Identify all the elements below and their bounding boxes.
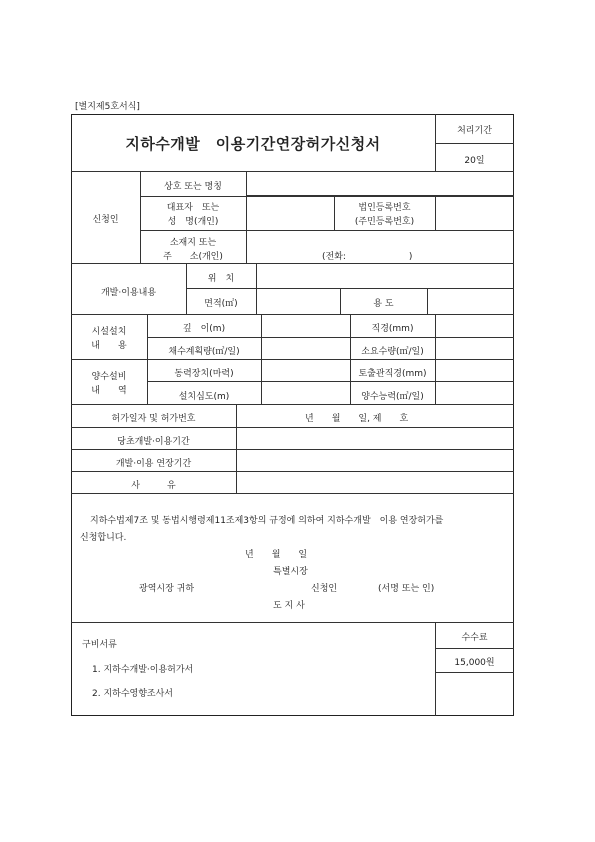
reason-field[interactable]	[237, 472, 513, 492]
address-label-2: 주 소(개인)	[163, 252, 223, 262]
representative-label-2: 성 명(개인)	[167, 217, 219, 227]
pump-capacity-label: 양수능력(㎥/일)	[361, 392, 424, 402]
area-label: 면적(㎡)	[204, 299, 238, 309]
original-period-field[interactable]	[237, 428, 513, 448]
address-label-1: 소재지 또는	[169, 238, 217, 248]
form-number: [별지제5호서식]	[75, 102, 140, 112]
location-field[interactable]	[257, 264, 513, 287]
attachment-item-2-clip	[72, 683, 434, 699]
extension-period-field[interactable]	[237, 450, 513, 470]
facility-section-label-1: 시설설치	[91, 327, 127, 337]
processing-period-value: 20일	[464, 156, 485, 166]
corp-number-label-2: (주민등록번호)	[354, 217, 415, 227]
usage-field[interactable]	[428, 289, 513, 313]
representative-label-1: 대표자 또는	[166, 203, 220, 213]
location-label: 위 치	[207, 274, 235, 284]
intake-plan-field[interactable]	[262, 338, 349, 358]
applicant-section-label: 신청인	[92, 215, 119, 225]
development-section-label: 개발·이용내용	[100, 288, 157, 298]
application-date: 년 월 일	[245, 550, 308, 560]
pump-section-label-2: 내 역	[91, 386, 127, 396]
applicant-signature-label: 신청인	[311, 584, 338, 594]
water-demand-label: 소요수량(㎥/일)	[361, 347, 424, 357]
intake-plan-label: 채수계획량(㎥/일)	[168, 347, 240, 357]
pump-power-label: 동력장치(마력)	[174, 369, 234, 379]
facility-section-label-2: 내 용	[91, 341, 127, 351]
statement-line-2: 신청합니다.	[80, 533, 127, 543]
water-demand-field[interactable]	[436, 338, 513, 358]
statement-line-1: 지하수법제7조 및 동법시행령제11조제3항의 규정에 의하여 지하수개발 이용 연장허가를	[90, 516, 444, 526]
pump-power-field[interactable]	[262, 360, 349, 380]
phone-label: (전화: )	[322, 252, 413, 262]
corp-number-field[interactable]	[436, 197, 513, 229]
form-title: 지하수개발 이용기간연장허가신청서	[125, 135, 381, 153]
recipient-city-3: 도 지 사	[273, 601, 305, 611]
pump-capacity-field[interactable]	[436, 382, 513, 403]
area-field[interactable]	[257, 289, 339, 313]
usage-label: 용 도	[373, 299, 394, 309]
attachments-title: 구비서류	[82, 640, 117, 650]
company-name-label: 상호 또는 명칭	[164, 182, 222, 192]
fee-label: 수수료	[461, 633, 488, 643]
install-depth-label: 설치심도(m)	[178, 392, 230, 402]
original-period-label: 당초개발·이용기간	[117, 437, 190, 447]
discharge-diameter-label: 토출관직경(mm)	[358, 369, 427, 379]
recipient-city-2: 광역시장 귀하	[139, 584, 195, 594]
permit-date-number-value[interactable]: 년 월 일, 제 호	[305, 414, 409, 424]
fee-value: 15,000원	[454, 658, 495, 668]
attachment-item-2: 2. 지하수영향조사서	[92, 689, 174, 699]
company-name-field[interactable]	[247, 172, 513, 195]
processing-period-label: 처리기간	[457, 126, 492, 136]
address-field[interactable]	[247, 231, 513, 262]
pump-section-label-1: 양수설비	[91, 372, 127, 382]
representative-field[interactable]	[247, 197, 333, 229]
install-depth-field[interactable]	[262, 382, 349, 403]
attachment-item-1: 1. 지하수개발·이용허가서	[92, 665, 194, 675]
corp-number-label-1: 법인등록번호	[358, 203, 411, 213]
reason-label: 사 유	[131, 481, 176, 491]
permit-date-number-label: 허가일자 및 허가번호	[111, 414, 196, 424]
extension-period-label: 개발·이용 연장기간	[115, 459, 192, 469]
diameter-field[interactable]	[436, 315, 513, 336]
depth-label: 깊 이(m)	[182, 324, 226, 334]
recipient-city-1: 특별시장	[273, 567, 308, 577]
diameter-label: 직경(mm)	[371, 324, 414, 334]
sign-or-seal-label[interactable]: (서명 또는 인)	[378, 584, 435, 594]
depth-field[interactable]	[262, 315, 349, 336]
discharge-diameter-field[interactable]	[436, 360, 513, 380]
